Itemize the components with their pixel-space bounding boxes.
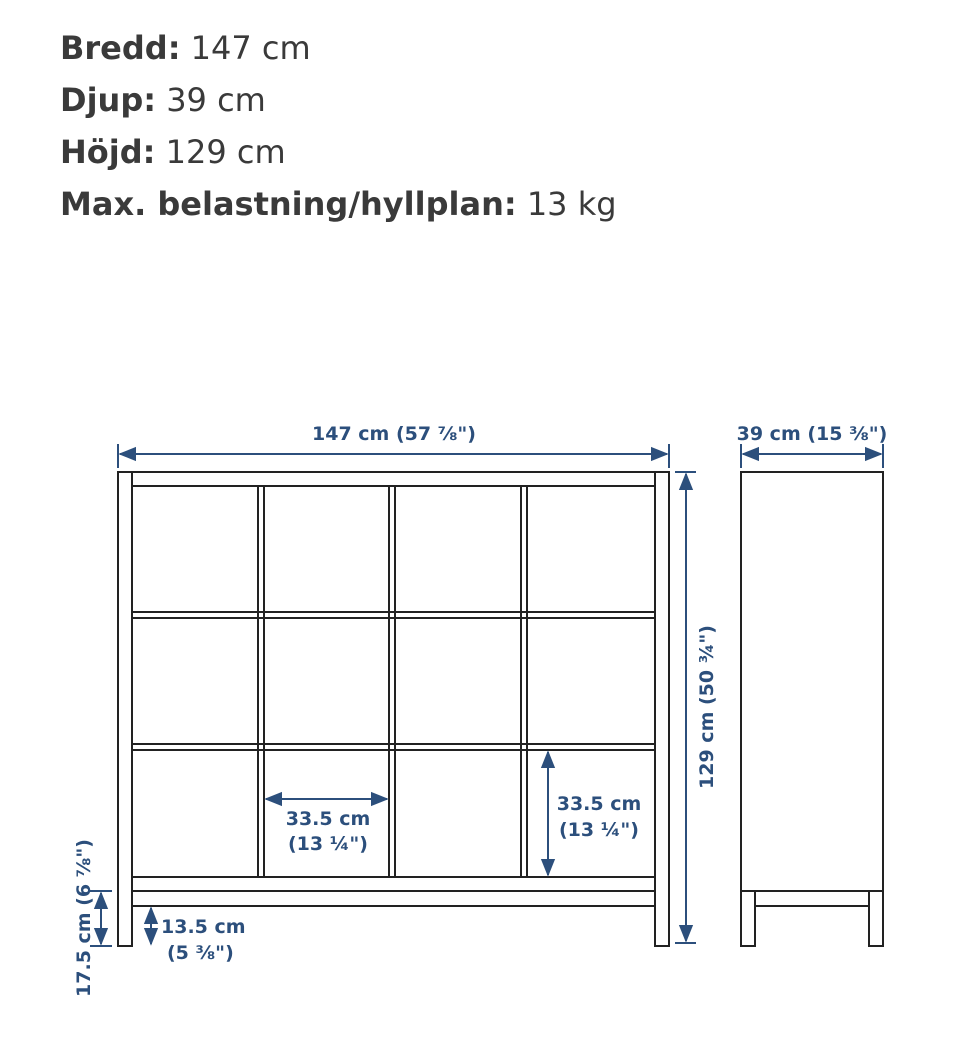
divider-3 xyxy=(521,486,527,877)
base-rail xyxy=(132,891,655,906)
compartment-height-line2: (13 ¼") xyxy=(559,819,639,841)
shelf-front-view xyxy=(118,472,669,946)
side-base-rail xyxy=(755,891,869,906)
clearance-line1: 13.5 cm xyxy=(161,916,246,938)
shelf-side-view xyxy=(741,472,883,946)
side-leg-right xyxy=(869,891,883,946)
spec-label: Djup: xyxy=(60,81,157,119)
compartment-height-line1: 33.5 cm xyxy=(556,793,642,815)
spec-value: 13 kg xyxy=(526,185,617,223)
right-side-panel xyxy=(655,472,669,946)
spec-label: Höjd: xyxy=(60,133,156,171)
top-panel xyxy=(132,472,655,486)
depth-label: 39 cm (15 ⅜") xyxy=(736,423,888,445)
height-label: 129 cm (50 ¾") xyxy=(696,625,718,789)
width-label: 147 cm (57 ⅞") xyxy=(312,423,476,445)
left-side-panel xyxy=(118,472,132,946)
side-body xyxy=(741,472,883,891)
side-leg-left xyxy=(741,891,755,946)
compartment-width-line1: 33.5 cm xyxy=(285,808,371,830)
spec-value: 147 cm xyxy=(190,29,311,67)
divider-1 xyxy=(258,486,264,877)
shelf-2 xyxy=(132,744,655,750)
compartment-width-line2: (13 ¼") xyxy=(288,833,368,855)
spec-value: 39 cm xyxy=(166,81,266,119)
bottom-panel xyxy=(132,877,655,891)
shelf-1 xyxy=(132,612,655,618)
leg-height-label: 17.5 cm (6 ⅞") xyxy=(73,839,95,997)
clearance-line2: (5 ⅜") xyxy=(167,942,234,964)
divider-2 xyxy=(389,486,395,877)
spec-value: 129 cm xyxy=(165,133,286,171)
spec-label: Max. belastning/hyllplan: xyxy=(60,185,517,223)
spec-label: Bredd: xyxy=(60,29,181,67)
